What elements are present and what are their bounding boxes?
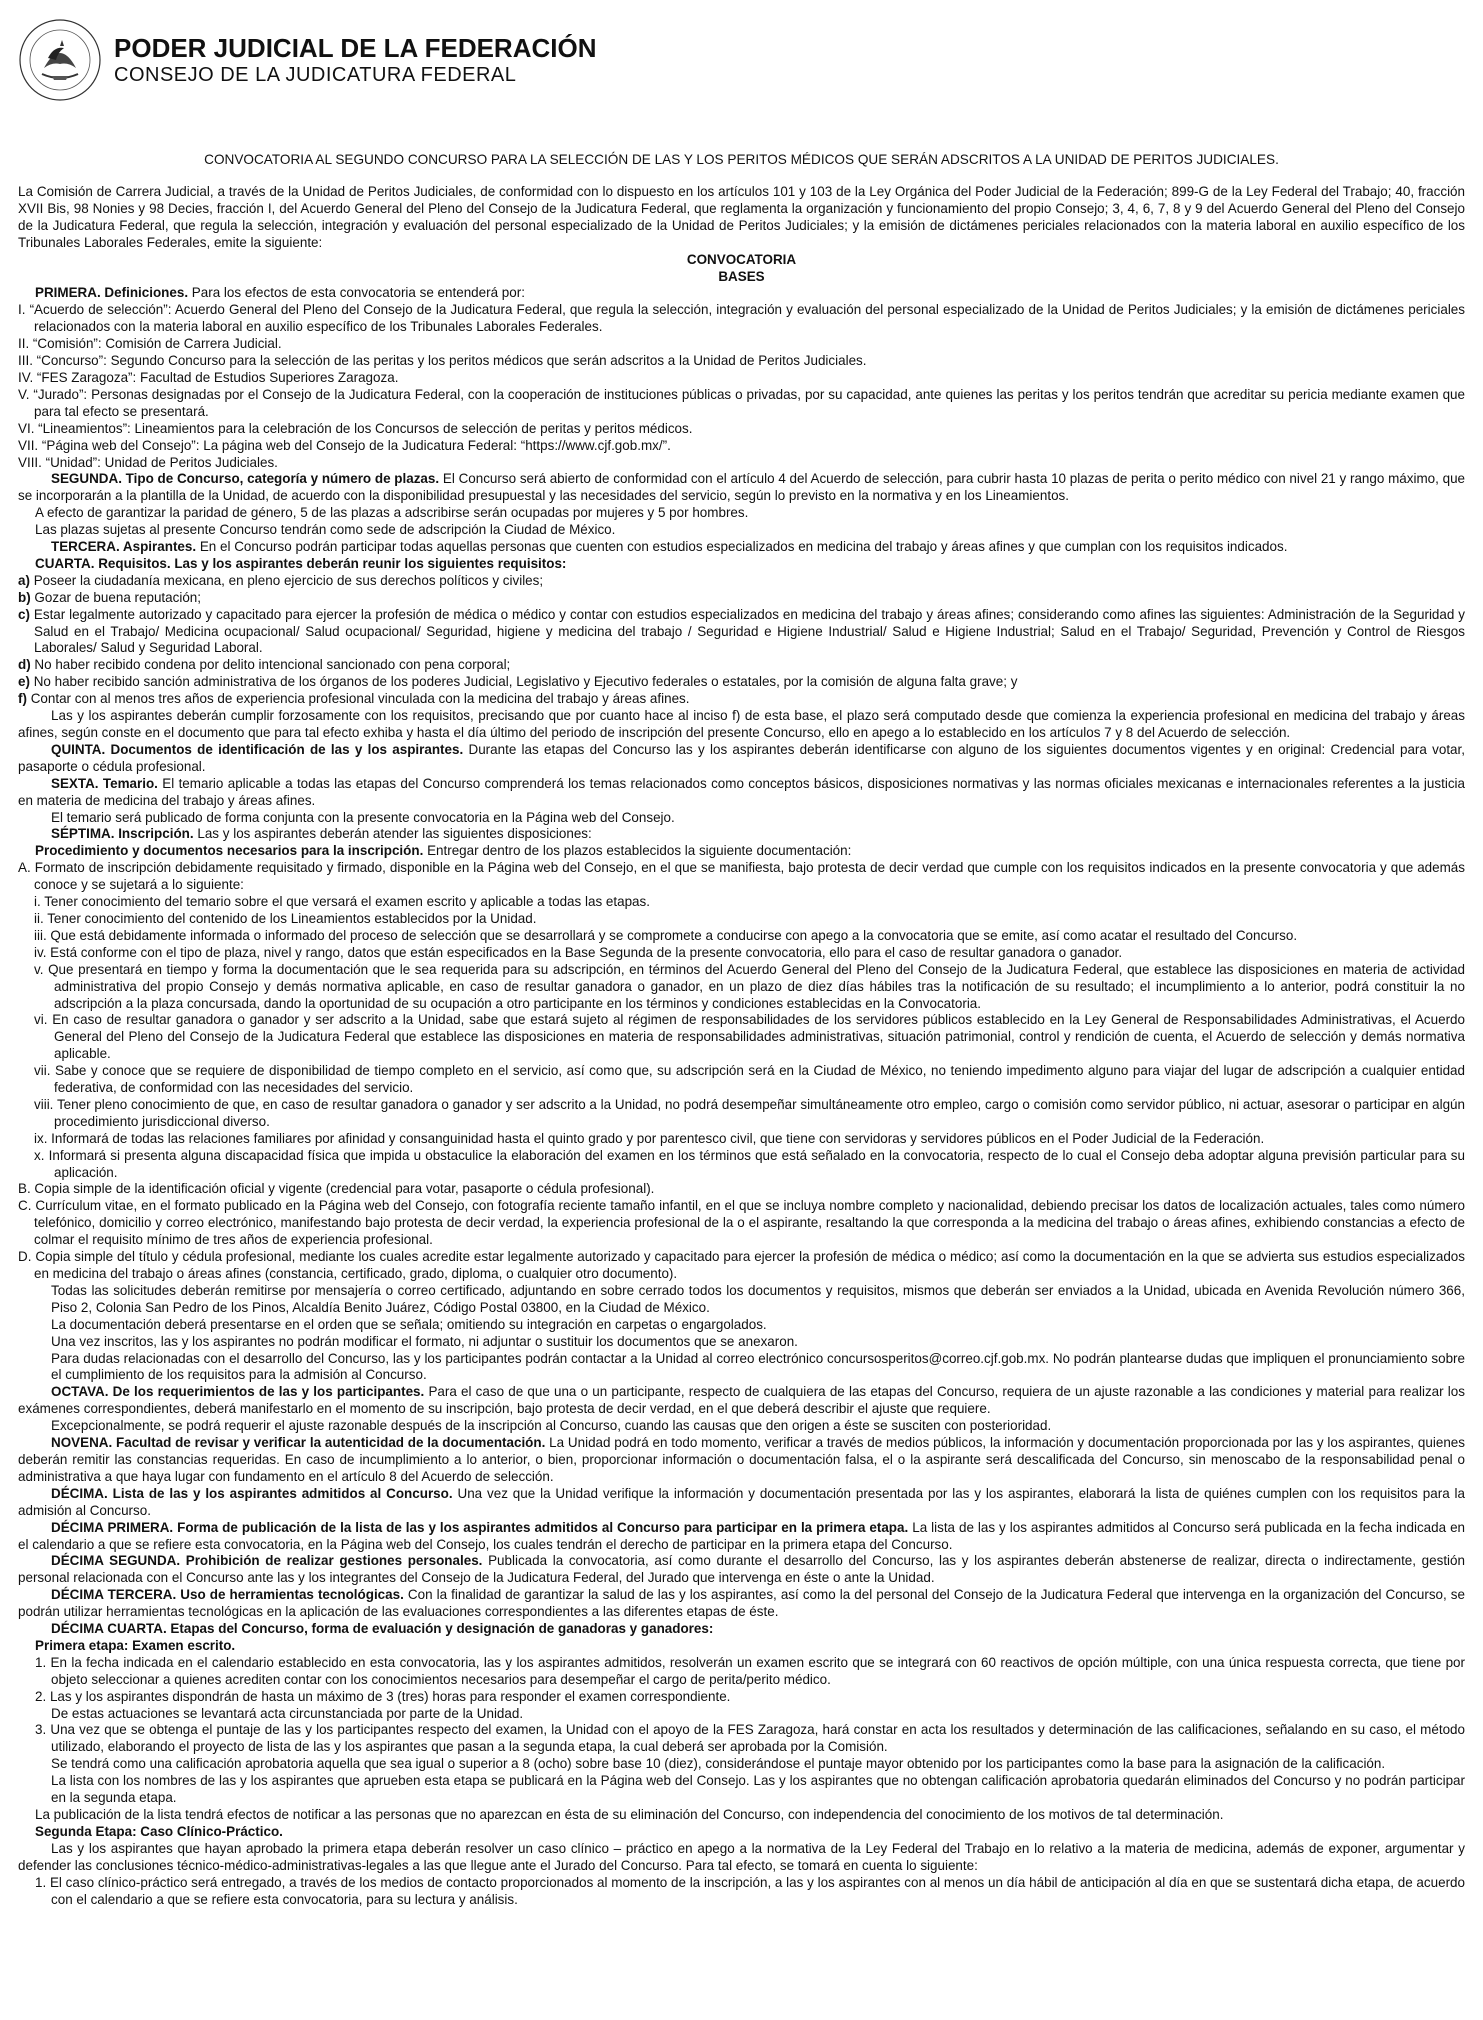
intro-paragraph: La Comisión de Carrera Judicial, a través de la Unidad de Peritos Judiciales, de conformidad con lo dispuesto en los artículos 101 y 103 de la Ley Orgánica del Poder Judicial de la Federación; 899-G de la Ley Federal del Trabajo; 40, fracción XVII Bis, 98 Nonies y 98 Decies, fracción I, del Acuerdo General del Pleno del Consejo de la Judicatura Federal, que reglamenta la organización y funcionamiento del propio Consejo; 3, 4, 6, 7, 8 y 9 del Acuerdo General del Pleno del Consejo de la Judicatura Federal, que regula la selección, integración y evaluación del personal especializado de la Unidad de Peritos Judiciales; y la emisión de dictámenes periciales relacionados con la materia laboral en auxilio específico de los Tribunales Laborales Federales, emite la siguiente: (18, 184, 1465, 250)
document-item: A. Formato de inscripción debidamente requisitado y firmado, disponible en la Página web del Consejo, en el que se manifiesta, bajo protesta de decir verdad que cumple con los requisitos indicados en la presente convocatoria y que además conoce y se sujetará a lo siguiente: (18, 860, 1465, 893)
definition-item: VIII. “Unidad”: Unidad de Peritos Judiciales. (18, 454, 278, 470)
call-title: CONVOCATORIA AL SEGUNDO CONCURSO PARA LA SELECCIÓN DE LAS Y LOS PERITOS MÉDICOS QUE SERÁN ADSCRITOS A LA UNIDAD DE PERITOS JUDICIALES. (204, 152, 1279, 167)
roman-item: iii. Que está debidamente informada o informado del proceso de selección que se desarrollará y se compromete a conducirse con apego a la convocatoria que se emite, así como acatar el resultado del Concurso. (34, 927, 1298, 943)
document-item: C. Currículum vitae, en el formato publicado en la Página web del Consejo, con fotografía reciente tamaño infantil, en el que se incluya nombre completo y nacionalidad, debiendo precisar los datos de localización actuales, tales como número telefónico, domicilio y correo electrónico, manifestando bajo protesta de decir verdad, la experiencia profesional de la o el aspirante, resaltando la que corresponda a la medicina del trabajo o áreas afines, exhibiendo constancias a efecto de colmar el requisito mínimo de tres años de experiencia profesional. (18, 1198, 1465, 1248)
section-octava: OCTAVA. De los requerimientos de las y los participantes. Para el caso de que una o un participante, respecto de cualquiera de las etapas del Concurso, requiera de un ajuste razonable a las condiciones y material para realizar los exámenes correspondientes, deberá manifestarlo en el momento de su inscripción, bajo protesta de decir verdad, en el que deberá describir el ajuste que requiere. (18, 1384, 1465, 1417)
document-item: B. Copia simple de la identificación oficial y vigente (credencial para votar, pasaporte o cédula profesional). (18, 1181, 655, 1197)
paragraph: Para dudas relacionadas con el desarrollo del Concurso, las y los participantes podrán contactar a la Unidad al correo electrónico concursosperitos@correo.cjf.gob.mx. No podrán plantearse dudas que impliquen el pronunciamiento sobre el cumplimiento de los requisitos para la admisión al Concurso. (51, 1350, 1465, 1383)
roman-item: iv. Está conforme con el tipo de plaza, nivel y rango, datos que están especificados en la Base Segunda de la presente convocatoria, ello para el caso de resultar ganadora o ganador. (34, 944, 1123, 960)
heading-bases: BASES (718, 268, 765, 284)
roman-item: vi. En caso de resultar ganadora o ganador y ser adscrito a la Unidad, sabe que estará sujeto al régimen de responsabilidades de los servidores públicos establecido en la Ley General de Responsabilidades Administrativas, el Acuerdo General del Pleno del Consejo de la Judicatura Federal que establece las disposiciones en materia de responsabilidades administrativas, situación patrimonial, control y rendición de cuenta, el Acuerdo de selección y demás normativa aplicable. (34, 1012, 1465, 1062)
paragraph: Excepcionalmente, se podrá requerir el ajuste razonable después de la inscripción al Concurso, cuando las causas que den origen a éste se susciten con posterioridad. (51, 1418, 1052, 1434)
section-septima: SÉPTIMA. Inscripción. Las y los aspirantes deberán atender las siguientes disposiciones: (51, 826, 592, 842)
requirement-item: a) Poseer la ciudadanía mexicana, en pleno ejercicio de sus derechos políticos y civiles; (18, 572, 544, 588)
subsection-procedimiento: Procedimiento y documentos necesarios para la inscripción. Entregar dentro de los plazos establecidos la siguiente documentación: (35, 843, 852, 859)
section-decima-tercera: DÉCIMA TERCERA. Uso de herramientas tecnológicas. Con la finalidad de garantizar la salud de las y los aspirantes, así como la del personal del Consejo de la Judicatura Federal que intervenga en la organización del Concurso, se podrán utilizar herramientas tecnológicas en la aplicación de las evaluaciones correspondientes a las diferentes etapas de éste. (18, 1587, 1465, 1620)
definition-item: VII. “Página web del Consejo”: La página web del Consejo de la Judicatura Federal: “https://www.cjf.gob.mx/”. (18, 437, 671, 453)
section-quinta: QUINTA. Documentos de identificación de las y los aspirantes. Durante las etapas del Concurso las y los aspirantes deberán identificarse con alguno de los siguientes documentos vigentes y en original: Credencial para votar, pasaporte o cédula profesional. (18, 741, 1465, 774)
section-decima-segunda: DÉCIMA SEGUNDA. Prohibición de realizar gestiones personales. Publicada la convocatoria, así como durante el desarrollo del Concurso, las y los aspirantes deberán abstenerse de realizar, directa o indirectamente, gestión personal relacionada con el Concurso ante las y los integrantes del Consejo de la Judicatura Federal, del Jurado que intervenga en éste o ante la Unidad. (18, 1553, 1465, 1586)
requirement-item: e) No haber recibido sanción administrativa de los órganos de los poderes Judicial, Legislativo y Ejecutivo federales o estatales, por la comisión de alguna falta grave; y (18, 674, 1018, 690)
requirement-item: b) Gozar de buena reputación; (18, 589, 202, 605)
numbered-item: 1. El caso clínico-práctico será entregado, a través de los medios de contacto proporcionados al momento de la inscripción, a las y los aspirantes con al menos un día hábil de anticipación al día en que se sustentará dicha etapa, de acuerdo con el calendario a que se refiere esta convocatoria, para su lectura y análisis. (35, 1874, 1465, 1907)
national-seal-icon (18, 18, 102, 102)
numbered-item: 2. Las y los aspirantes dispondrán de hasta un máximo de 3 (tres) horas para responder el examen correspondiente. (35, 1688, 731, 1704)
section-sexta: SEXTA. Temario. El temario aplicable a todas las etapas del Concurso comprenderá los temas relacionados como conceptos básicos, disposiciones normativas y las normas oficiales mexicanas e internacionales referentes a la justicia en materia de medicina del trabajo y áreas afines. (18, 775, 1466, 808)
roman-item: ix. Informará de todas las relaciones familiares por afinidad y consanguinidad hasta el quinto grado y por parentesco civil, que tiene con servidoras y servidores públicos en el Poder Judicial de la Federación. (34, 1130, 1265, 1146)
organization-name: PODER JUDICIAL DE LA FEDERACIÓN (114, 33, 597, 63)
paragraph: De estas actuaciones se levantará acta circunstanciada por parte de la Unidad. (51, 1705, 524, 1721)
paragraph: Una vez inscritos, las y los aspirantes no podrán modificar el formato, ni adjuntar o sustituir los documentos que se anexaron. (51, 1333, 798, 1349)
document-body (18, 184, 1465, 1908)
section-tercera: TERCERA. Aspirantes. En el Concurso podrán participar todas aquellas personas que cuenten con estudios especializados en medicina del trabajo y áreas afines y que cumplan con los requisitos indicados. (51, 539, 1288, 555)
requirement-item: c) Estar legalmente autorizado y capacitado para ejercer la profesión de médica o médico y contar con estudios especializados en medicina del trabajo y áreas afines; considerando como afines las siguientes: Administración de la Seguridad y Salud en el Trabajo/ Medicina ocupacional/ Salud ocupacional/ Seguridad, higiene y medicina del trabajo / Seguridad e Higiene Industrial/ Salud e Higiene Industrial; Salud en el Trabajo/ Seguridad, Prevención y Control de Riesgos Laborales/ Salud y Seguridad Laboral. (18, 606, 1465, 656)
paragraph: Las y los aspirantes que hayan aprobado la primera etapa deberán resolver un caso clínico – práctico en apego a la normativa de la Ley Federal del Trabajo en lo relativo a la materia de medicina, además de exponer, argumentar y defender las conclusiones técnico-médico-administrativas-legales a las que llegue ante el Jurado del Concurso. Para tal efecto, se tomará en cuenta lo siguiente: (18, 1840, 1465, 1873)
section-segunda: SEGUNDA. Tipo de Concurso, categoría y número de plazas. El Concurso será abierto de conformidad con el artículo 4 del Acuerdo de selección, para cubrir hasta 10 plazas de perita o perito médico con nivel 21 y rango máximo, que se incorporarán a la plantilla de la Unidad, de acuerdo con la disponibilidad presupuestal y las necesidades del servicio, según lo previsto en la normativa y en los Lineamientos. (18, 471, 1466, 504)
definition-item: I. “Acuerdo de selección”: Acuerdo General del Pleno del Consejo de la Judicatura Federal, que regula la selección, integración y evaluación del personal especializado de la Unidad de Peritos Judiciales; y la emisión de dictámenes periciales relacionados con la materia laboral en auxilio específico de los Tribunales Laborales Federales. (18, 302, 1465, 335)
organization-subtitle: CONSEJO DE LA JUDICATURA FEDERAL (114, 64, 517, 86)
section-cuarta: CUARTA. Requisitos. Las y los aspirantes deberán reunir los siguientes requisitos: (35, 555, 567, 571)
definition-item: V. “Jurado”: Personas designadas por el Consejo de la Judicatura Federal, con la cooperación de instituciones públicas o privadas, por su capacidad, ante quienes las peritas y los peritos tendrán que acreditar su pericia mediante examen que para tal efecto se presentará. (18, 386, 1465, 419)
section-decima-cuarta: DÉCIMA CUARTA. Etapas del Concurso, forma de evaluación y designación de ganadoras y ganadores: (51, 1621, 714, 1637)
paragraph: La publicación de la lista tendrá efectos de notificar a las personas que no aparezcan en ésta de su eliminación del Concurso, con independencia del conocimiento de los motivos de tal determinación. (35, 1807, 1224, 1822)
section-novena: NOVENA. Facultad de revisar y verificar la autenticidad de la documentación. La Unidad podrá en todo momento, verificar a través de medios públicos, la información y documentación proporcionada por las y los aspirantes, quienes deberán remitir las constancias requeridas. En caso de incumplimiento a lo anterior, o bien, proporcionar información o documentación falsa, el o la aspirante será descalificada del Concurso, sin menoscabo de la responsabilidad penal o administrativa a que haya lugar con fundamento en el artículo 8 del Acuerdo de selección. (18, 1435, 1466, 1484)
paragraph: Las plazas sujetas al presente Concurso tendrán como sede de adscripción la Ciudad de México. (35, 522, 616, 538)
paragraph: Todas las solicitudes deberán remitirse por mensajería o correo certificado, adjuntando en sobre cerrado todos los documentos y requisitos, mismos que deberán ser enviados a la Unidad, ubicada en Avenida Revolución número 366, Piso 2, Colonia San Pedro de los Pinos, Alcaldía Benito Juárez, Código Postal 03800, en la Ciudad de México. (51, 1282, 1465, 1315)
paragraph: Se tendrá como una calificación aprobatoria aquella que sea igual o superior a 8 (ocho) sobre base 10 (diez), considerándose el puntaje mayor obtenido por los participantes como la base para la asignación de la calificación. (51, 1756, 1386, 1772)
heading-convocatoria: CONVOCATORIA (686, 251, 797, 267)
section-decima: DÉCIMA. Lista de las y los aspirantes admitidos al Concurso. Una vez que la Unidad verifique la información y documentación presentada por las y los aspirantes, elaborará la lista de quiénes cumplen con los requisitos para la admisión al Concurso. (18, 1485, 1466, 1518)
paragraph: La documentación deberá presentarse en el orden que se señala; omitiendo su integración en carpetas o engargolados. (51, 1316, 767, 1332)
numbered-item: 1. En la fecha indicada en el calendario establecido en esta convocatoria, las y los aspirantes admitidos, resolverán un examen escrito que se integrará con 60 reactivos de opción múltiple, con una única respuesta correcta, que tiene por objeto seleccionar a quienes acrediten contar con los conocimientos necesarios para desempeñar el cargo de perita/perito médico. (35, 1654, 1465, 1687)
requirement-item: d) No haber recibido condena por delito intencional sancionado con pena corporal; (18, 657, 511, 673)
document-item: D. Copia simple del título y cédula profesional, mediante los cuales acredite estar legalmente autorizado y capacitado para ejercer la profesión de médica o médico; así como la documentación en la que se advierta sus estudios especializados en medicina del trabajo o áreas afines (constancia, certificado, grado, diploma, o cualquier otro documento). (18, 1249, 1465, 1281)
requirement-item: f) Contar con al menos tres años de experiencia profesional vinculada con la medicina del trabajo y áreas afines. (18, 691, 690, 707)
paragraph: Las y los aspirantes deberán cumplir forzosamente con los requisitos, precisando que por cuanto hace al inciso f) de esta base, el plazo será computado desde que comienza la experiencia profesional en medicina del trabajo y áreas afines, según conste en el documento que para tal efecto exhiba y hasta el día último del periodo de inscripción del presente Concurso, ello en apego a lo establecido en los artículos 7 y 8 del Acuerdo de selección. (18, 708, 1465, 740)
definition-item: III. “Concurso”: Segundo Concurso para la selección de las peritas y los peritos médicos que serán adscritos a la Unidad de Peritos Judiciales. (18, 353, 867, 369)
section-decima-primera: DÉCIMA PRIMERA. Forma de publicación de la lista de las y los aspirantes admitidos al Concurso para participar en la primera etapa. La lista de las y los aspirantes admitidos al Concurso será publicada en la fecha indicada en el calendario a que se refiere esta convocatoria, en la Página web del Consejo, los cuales tendrán el derecho de participar en la primera etapa del Concurso. (18, 1519, 1466, 1552)
roman-item: v. Que presentará en tiempo y forma la documentación que le sea requerida para su adscripción, en términos del Acuerdo General del Pleno del Consejo de la Judicatura Federal, que establece las disposiciones en materia de actividad administrativa del propio Consejo y demás normativa aplicable, en caso de resultar ganadora o ganador, en un plazo de diez días hábiles tras la notificación de su resultado; el incumplimiento a lo anterior, podrá constituir la no adscripción a la plaza concursada, dando la oportunidad de su ocupación a otro participante en los términos y condiciones establecidas en la Convocatoria. (34, 961, 1465, 1011)
roman-item: vii. Sabe y conoce que se requiere de disponibilidad de tiempo completo en el servicio, así como que, su adscripción será en la Ciudad de México, no teniendo impedimento alguno para viajar del lugar de adscripción a cualquier entidad federativa, de conformidad con las necesidades del servicio. (34, 1063, 1465, 1096)
definition-item: VI. “Lineamientos”: Lineamientos para la celebración de los Concursos de selección de peritas y peritos médicos. (18, 420, 693, 436)
letterhead (18, 14, 1465, 106)
roman-item: ii. Tener conocimiento del contenido de los Lineamientos establecidos por la Unidad. (34, 910, 537, 926)
roman-item: i. Tener conocimiento del temario sobre el que versará el examen escrito y aplicable a todas las etapas. (34, 894, 650, 910)
paragraph: El temario será publicado de forma conjunta con la presente convocatoria en la Página web del Consejo. (51, 809, 675, 825)
roman-item: x. Informará si presenta alguna discapacidad física que impida u obstaculice la elaboración del examen en los términos que está señalado en la convocatoria, respecto de lo cual el Consejo deba adoptar alguna previsión particular para su aplicación. (34, 1147, 1465, 1180)
roman-item: viii. Tener pleno conocimiento de que, en caso de resultar ganadora o ganador y ser adscrito a la Unidad, no podrá desempeñar simultáneamente otro empleo, cargo o comisión como servidor público, ni actuar, asesorar o participar en algún procedimiento jurisdiccional diverso. (34, 1096, 1465, 1129)
numbered-item: 3. Una vez que se obtenga el puntaje de las y los participantes respecto del examen, la Unidad con el apoyo de la FES Zaragoza, hará constar en acta los resultados y determinación de las calificaciones, señalando en su caso, el método utilizado, elaborando el proyecto de lista de las y los aspirantes que pasan a la segunda etapa, la cual deberá ser aprobada por la Comisión. (35, 1722, 1465, 1755)
section-primera: PRIMERA. Definiciones. Para los efectos de esta convocatoria se entenderá por: (35, 285, 525, 301)
stage-heading: Segunda Etapa: Caso Clínico-Práctico. (35, 1823, 283, 1839)
paragraph: La lista con los nombres de las y los aspirantes que aprueben esta etapa se publicará en la Página web del Consejo. Las y los aspirantes que no obtengan calificación aprobatoria quedarán eliminados del Concurso y no podrán participar en la segunda etapa. (51, 1773, 1465, 1806)
definition-item: IV. “FES Zaragoza”: Facultad de Estudios Superiores Zaragoza. (18, 369, 399, 385)
definition-item: II. “Comisión”: Comisión de Carrera Judicial. (18, 336, 282, 352)
paragraph: A efecto de garantizar la paridad de género, 5 de las plazas a adscribirse serán ocupadas por mujeres y 5 por hombres. (35, 505, 749, 521)
stage-heading: Primera etapa: Examen escrito. (35, 1637, 236, 1653)
